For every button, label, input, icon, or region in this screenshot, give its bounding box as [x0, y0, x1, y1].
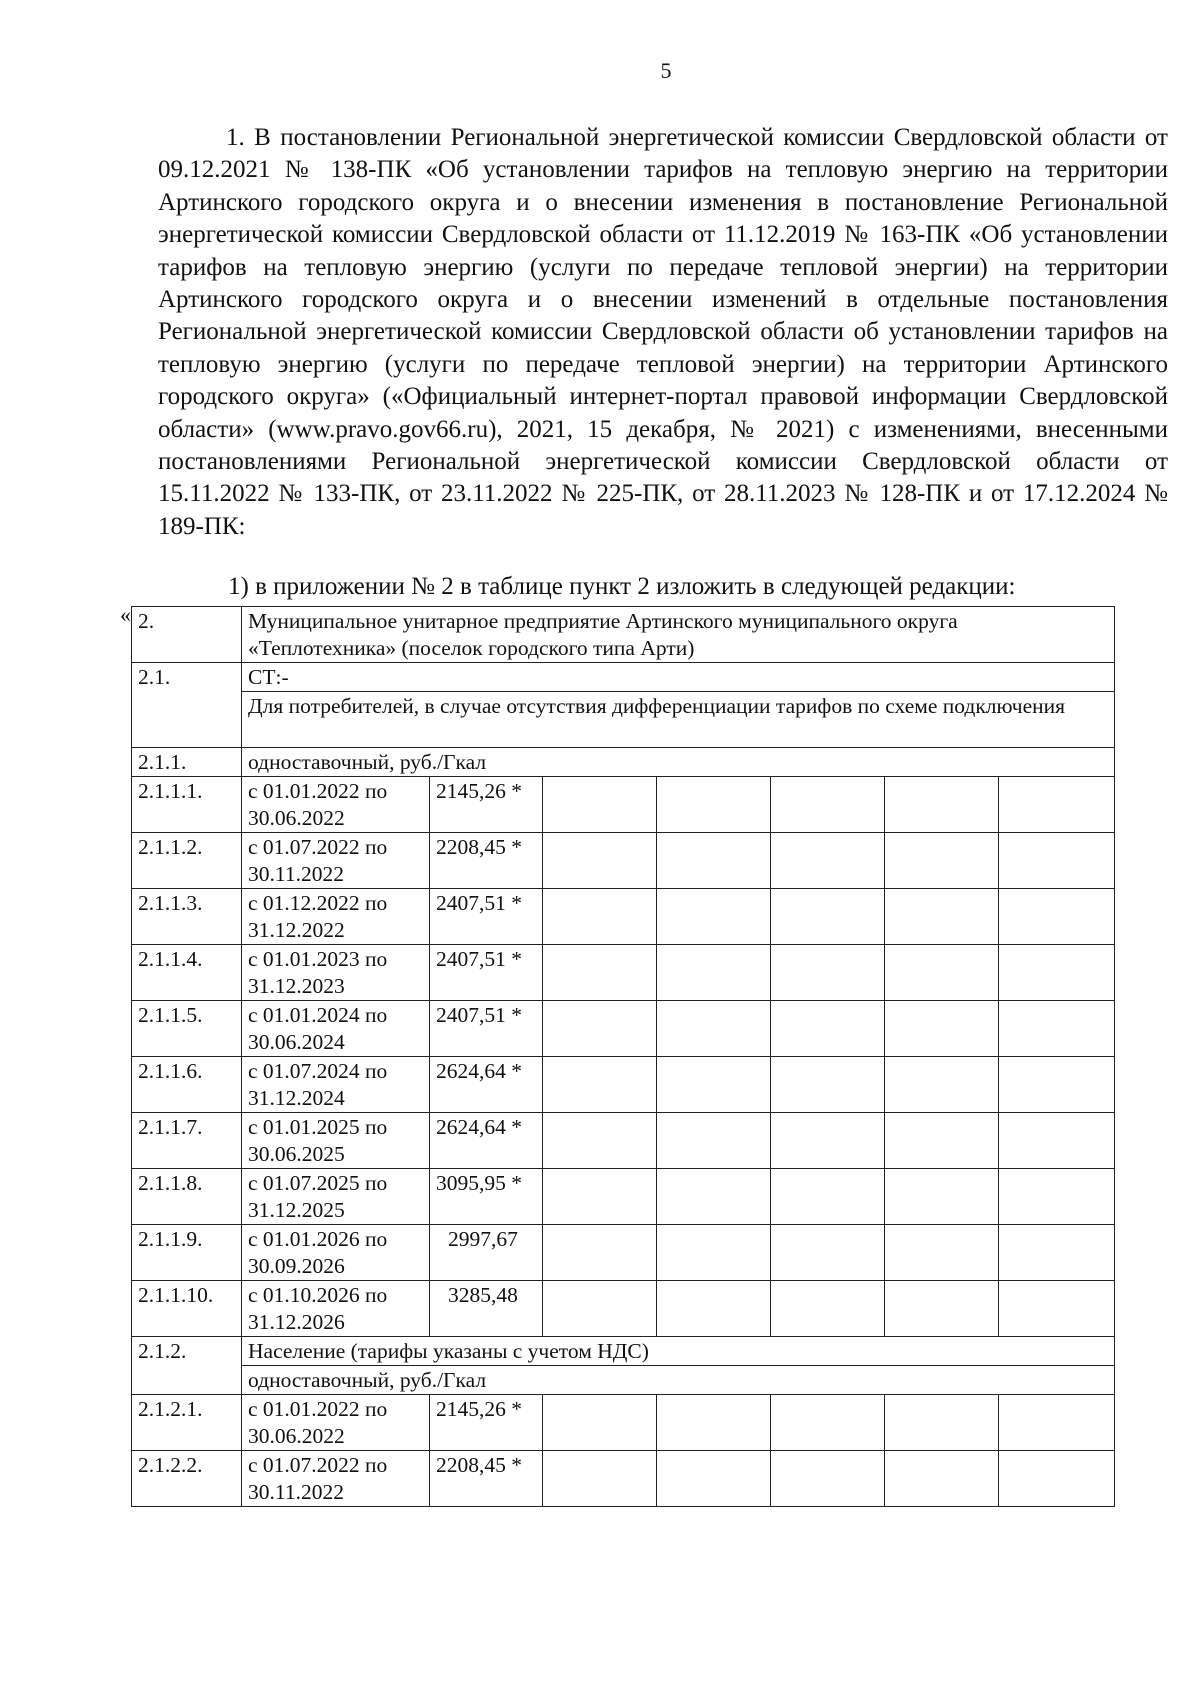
- table-row: [132, 1225, 1115, 1281]
- empty-cell: [885, 1225, 999, 1281]
- empty-cell: [657, 1281, 771, 1337]
- row-code: 2.1.1.3.: [132, 889, 242, 945]
- tariff-value-cell: 2145,26 *: [430, 1395, 543, 1451]
- period-cell: с 01.07.2022 по 30.11.2022: [242, 833, 430, 889]
- tariff-value-cell: 2997,67: [430, 1225, 543, 1281]
- row-code: 2.1.1.10.: [132, 1281, 242, 1337]
- empty-cell: [999, 1281, 1115, 1337]
- empty-cell: [657, 1057, 771, 1113]
- empty-cell: [657, 1395, 771, 1451]
- table-row: [132, 1451, 1115, 1507]
- empty-cell: [543, 1395, 657, 1451]
- empty-cell: [657, 1451, 771, 1507]
- row-code: 2.1.1.9.: [132, 1225, 242, 1281]
- empty-cell: [543, 1451, 657, 1507]
- table-row: [132, 1057, 1115, 1113]
- tariff-value-cell: 2208,45 *: [430, 833, 543, 889]
- empty-cell: [999, 1169, 1115, 1225]
- empty-cell: [999, 1057, 1115, 1113]
- row-code: 2.1.2.1.: [132, 1395, 242, 1451]
- table-row-group2-sublabel: [132, 1366, 1115, 1395]
- tariff-value-cell: 2624,64 *: [430, 1113, 543, 1169]
- empty-cell: [543, 1057, 657, 1113]
- row-code: 2.1.1.6.: [132, 1057, 242, 1113]
- table-row-group2: [132, 1337, 1115, 1366]
- empty-cell: [657, 889, 771, 945]
- table-row: [132, 1001, 1115, 1057]
- row-code: 2.1.1.2.: [132, 833, 242, 889]
- empty-cell: [543, 833, 657, 889]
- empty-cell: [999, 833, 1115, 889]
- empty-cell: [543, 889, 657, 945]
- row-code: 2.1.1.7.: [132, 1113, 242, 1169]
- empty-cell: [885, 1281, 999, 1337]
- system-label: СТ:-: [242, 663, 1115, 692]
- empty-cell: [999, 1001, 1115, 1057]
- period-cell: с 01.01.2024 по 30.06.2024: [242, 1001, 430, 1057]
- period-cell: с 01.07.2022 по 30.11.2022: [242, 1451, 430, 1507]
- empty-cell: [657, 777, 771, 833]
- empty-cell: [657, 833, 771, 889]
- table-row-group1: [132, 748, 1115, 777]
- tariff-value-cell: 2407,51 *: [430, 889, 543, 945]
- empty-cell: [543, 777, 657, 833]
- empty-cell: [999, 777, 1115, 833]
- row-code: 2.1.2.2.: [132, 1451, 242, 1507]
- row-code: 2.1.1.5.: [132, 1001, 242, 1057]
- table-row: [132, 1395, 1115, 1451]
- empty-cell: [657, 1169, 771, 1225]
- period-cell: с 01.01.2022 по 30.06.2022: [242, 1395, 430, 1451]
- empty-cell: [771, 1225, 885, 1281]
- group-sublabel: одноставочный, руб./Гкал: [242, 1366, 1115, 1395]
- group-label: Население (тарифы указаны с учетом НДС): [242, 1337, 1115, 1366]
- empty-cell: [999, 1451, 1115, 1507]
- empty-cell: [771, 945, 885, 1001]
- empty-cell: [771, 1451, 885, 1507]
- empty-cell: [885, 1113, 999, 1169]
- empty-cell: [657, 945, 771, 1001]
- table-row: [132, 1169, 1115, 1225]
- table-row: [132, 833, 1115, 889]
- empty-cell: [885, 833, 999, 889]
- empty-cell: [771, 1001, 885, 1057]
- empty-cell: [999, 1395, 1115, 1451]
- tariff-table: [131, 606, 1115, 1507]
- row-code: 2.1.1.8.: [132, 1169, 242, 1225]
- table-row: [132, 945, 1115, 1001]
- table-row-organization: [132, 607, 1115, 663]
- empty-cell: [885, 1395, 999, 1451]
- row-code: 2.1.1.4.: [132, 945, 242, 1001]
- row-code: 2.1.1.1.: [132, 777, 242, 833]
- period-cell: с 01.01.2023 по 31.12.2023: [242, 945, 430, 1001]
- amendment-paragraph-block: [158, 122, 1168, 543]
- empty-cell: [771, 1395, 885, 1451]
- empty-cell: [657, 1001, 771, 1057]
- empty-cell: [771, 833, 885, 889]
- empty-cell: [885, 1451, 999, 1507]
- tariff-value-cell: 3095,95 *: [430, 1169, 543, 1225]
- empty-cell: [885, 1001, 999, 1057]
- organization-name: Муниципальное унитарное предприятие Артинского муниципального округа «Теплотехника» (поселок городского типа Арти): [242, 607, 1115, 663]
- row-code: 2.: [132, 607, 242, 663]
- empty-cell: [999, 945, 1115, 1001]
- table-row: [132, 777, 1115, 833]
- tariff-value-cell: 2407,51 *: [430, 1001, 543, 1057]
- group-label: одноставочный, руб./Гкал: [242, 748, 1115, 777]
- empty-cell: [657, 1113, 771, 1169]
- empty-cell: [543, 1169, 657, 1225]
- period-cell: с 01.07.2024 по 31.12.2024: [242, 1057, 430, 1113]
- system-note: Для потребителей, в случае отсутствия дифференциации тарифов по схеме подключения: [242, 692, 1115, 748]
- tariff-value-cell: 2407,51 *: [430, 945, 543, 1001]
- empty-cell: [543, 945, 657, 1001]
- table-row: [132, 1113, 1115, 1169]
- opening-quote-mark: «: [120, 602, 131, 627]
- empty-cell: [543, 1225, 657, 1281]
- empty-cell: [885, 889, 999, 945]
- period-cell: с 01.07.2025 по 31.12.2025: [242, 1169, 430, 1225]
- empty-cell: [885, 777, 999, 833]
- row-code: 2.1.: [132, 663, 242, 748]
- tariff-value-cell: 2145,26 *: [430, 777, 543, 833]
- empty-cell: [657, 1225, 771, 1281]
- table-row: [132, 889, 1115, 945]
- amendment-paragraph: 1. В постановлении Региональной энергетической комиссии Свердловской области от 09.12.2021 № 138-ПК «Об установлении тарифов на тепловую энергию на территории Артинского городского округа и о внесении изменения в постановление Региональной энергетической комиссии Свердловской области от 11.12.2019 № 163-ПК «Об установлении тарифов на тепловую энергию (услуги по передаче тепловой энергии) на территории Артинского городского округа и о внесении изменений в отдельные постановления Региональной энергетической комиссии Свердловской области об установлении тарифов на тепловую энергию (услуги по передаче тепловой энергии) на территории Артинского городского округа» («Официальный интернет-портал правовой информации Свердловской области» (www.pravo.gov66.ru), 2021, 15 декабря, № 2021) с изменениями, внесенными постановлениями Региональной энергетической комиссии Свердловской области от 15.11.2022 № 133-ПК, от 23.11.2022 № 225-ПК, от 28.11.2023 № 128-ПК и от 17.12.2024 № 189-ПК:: [158, 124, 1168, 540]
- amendment-subitem: 1) в приложении № 2 в таблице пункт 2 изложить в следующей редакции:: [228, 573, 1016, 600]
- row-code: 2.1.1.: [132, 748, 242, 777]
- period-cell: с 01.01.2022 по 30.06.2022: [242, 777, 430, 833]
- empty-cell: [885, 945, 999, 1001]
- empty-cell: [771, 889, 885, 945]
- empty-cell: [543, 1281, 657, 1337]
- table-row-system-note: [132, 692, 1115, 748]
- empty-cell: [999, 1113, 1115, 1169]
- empty-cell: [771, 1169, 885, 1225]
- empty-cell: [999, 889, 1115, 945]
- empty-cell: [999, 1225, 1115, 1281]
- table-row-system: [132, 663, 1115, 692]
- period-cell: с 01.01.2025 по 30.06.2025: [242, 1113, 430, 1169]
- tariff-value-cell: 2624,64 *: [430, 1057, 543, 1113]
- table-row: [132, 1281, 1115, 1337]
- empty-cell: [771, 777, 885, 833]
- empty-cell: [771, 1113, 885, 1169]
- period-cell: с 01.12.2022 по 31.12.2022: [242, 889, 430, 945]
- page-number: 5: [660, 58, 672, 83]
- tariff-value-cell: 2208,45 *: [430, 1451, 543, 1507]
- empty-cell: [771, 1057, 885, 1113]
- empty-cell: [885, 1057, 999, 1113]
- row-code: 2.1.2.: [132, 1337, 242, 1395]
- empty-cell: [543, 1001, 657, 1057]
- empty-cell: [771, 1281, 885, 1337]
- tariff-value-cell: 3285,48: [430, 1281, 543, 1337]
- period-cell: с 01.10.2026 по 31.12.2026: [242, 1281, 430, 1337]
- period-cell: с 01.01.2026 по 30.09.2026: [242, 1225, 430, 1281]
- empty-cell: [885, 1169, 999, 1225]
- empty-cell: [543, 1113, 657, 1169]
